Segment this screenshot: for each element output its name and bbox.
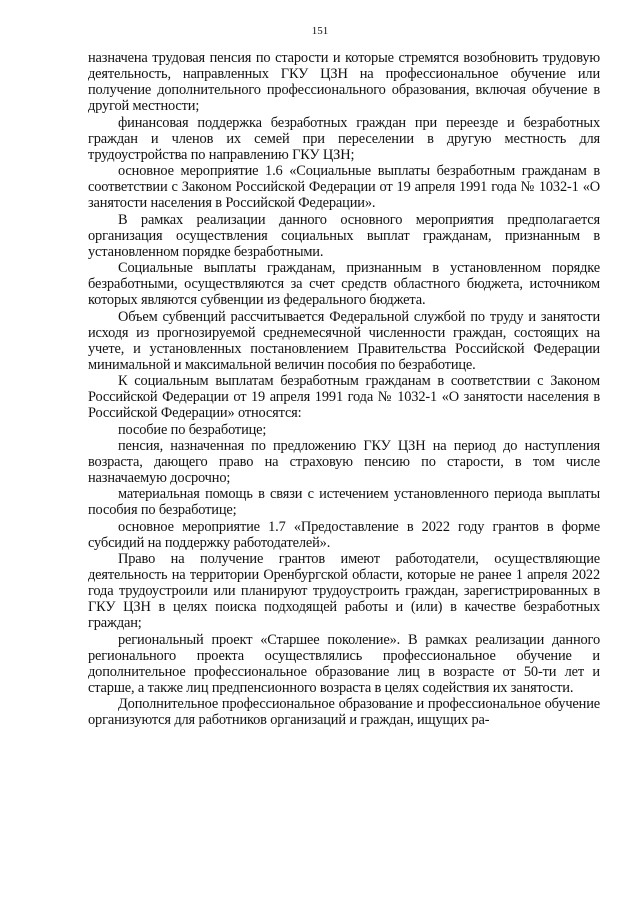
paragraph: Дополнительное профессиональное образование и профессиональное обучение организуются для работников организаций и граждан, ищущих ра- (88, 696, 600, 729)
paragraph: основное мероприятие 1.6 «Социальные выплаты безработным гражданам в соответствии с Законом Российской Федерации от 19 апреля 1991 года № 1032-1 «О занятости населения в Российской Федерации». (88, 163, 600, 212)
paragraph: Право на получение грантов имеют работодатели, осуществляющие деятельность на территории Оренбургской области, которые не ранее 1 апреля 2022 года трудоустроили или планируют трудоустроить граждан, зарегистрированных в ГКУ ЦЗН в целях поиска подходящей работы и (или) в качестве безработных граждан; (88, 550, 600, 632)
paragraph: Социальные выплаты гражданам, признанным в установленном порядке безработными, осуществляются за счет средств областного бюджета, источником которых являются субвенции из федерального бюджета. (88, 260, 600, 309)
paragraph: назначена трудовая пенсия по старости и которые стремятся возобновить трудовую деятельность, направленных ГКУ ЦЗН на профессиональное обучение или получение дополнительного профессионального образования, включая обучение в другой местности; (88, 50, 600, 115)
paragraph: материальная помощь в связи с истечением установленного периода выплаты пособия по безработице; (88, 486, 600, 519)
paragraph: К социальным выплатам безработным гражданам в соответствии с Законом Российской Федерации от 19 апреля 1991 года № 1032-1 «О занятости населения в Российской Федерации» относятся: (88, 373, 600, 422)
paragraph: Объем субвенций рассчитывается Федеральной службой по труду и занятости исходя из прогнозируемой среднемесячной численности граждан, состоящих на учете, и установленных постановлением Правительства Российской Федерации минимальной и максимальной величин пособия по безработице. (88, 308, 600, 373)
paragraph: финансовая поддержка безработных граждан при переезде и безработных граждан и членов их семей при переселении в другую местность для трудоустройства по направлению ГКУ ЦЗН; (88, 114, 600, 163)
paragraph: пособие по безработице; (118, 421, 267, 438)
paragraph: региональный проект «Старшее поколение». В рамках реализации данного регионального проекта осуществлялись профессиональное обучение и дополнительное профессиональное образование лиц в возрасте от 50-ти лет и старше, а также лиц предпенсионного возраста в целях содействия их занятости. (88, 631, 600, 697)
paragraph: В рамках реализации данного основного мероприятия предполагается организация осуществления социальных выплат гражданам, признанным в установленном порядке безработными. (88, 211, 600, 260)
document-body (88, 50, 600, 729)
paragraph: пенсия, назначенная по предложению ГКУ ЦЗН на период до наступления возраста, дающего право на страховую пенсию по старости, в том числе назначаемую досрочно; (88, 437, 600, 487)
page-number: 151 (311, 25, 329, 37)
paragraph: основное мероприятие 1.7 «Предоставление в 2022 году грантов в форме субсидий на поддержку работодателей». (88, 518, 600, 551)
